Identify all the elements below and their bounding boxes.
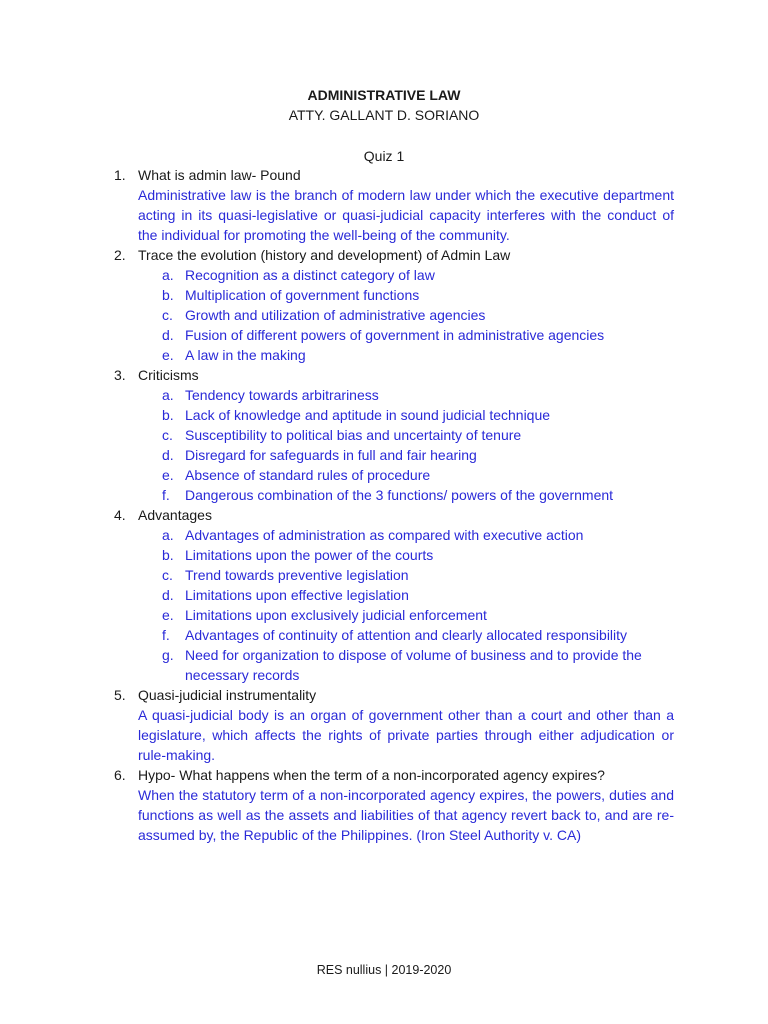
document-author: ATTY. GALLANT D. SORIANO (288, 107, 480, 123)
subitem-letter: e. (162, 347, 174, 363)
subitem-letter: a. (162, 267, 174, 283)
answer-subitem (162, 325, 674, 345)
subitem-text: Trend towards preventive legislation (185, 567, 409, 583)
question-item (114, 245, 674, 365)
answer-subitem (162, 525, 674, 545)
question-text: Hypo- What happens when the term of a non-incorporated agency expires? (138, 767, 605, 783)
answer-text: When the statutory term of a non-incorporated agency expires, the powers, duties and functions as well as the assets and liabilities of that agency revert back to, and are re-assumed by, the Republic of the Philippines. (Iron Steel Authority v. CA) (138, 787, 674, 843)
question-item (114, 365, 674, 505)
document-title: ADMINISTRATIVE LAW (307, 87, 461, 103)
subitem-letter: d. (162, 587, 174, 603)
question-item (114, 505, 674, 685)
subitem-text: Lack of knowledge and aptitude in sound judicial technique (185, 407, 551, 423)
answer-text: A quasi-judicial body is an organ of government other than a court and other than a legislature, which affects the rights of private parties through either adjudication or rule-making. (138, 707, 674, 763)
subitem-text: Advantages of administration as compared with executive action (185, 527, 584, 543)
question-item (114, 685, 674, 765)
answer-subitem (162, 565, 674, 585)
answer-subitem (162, 485, 674, 505)
subitem-letter: g. (162, 647, 174, 663)
subitem-text: Advantages of continuity of attention and clearly allocated responsibility (185, 627, 628, 643)
subitem-letter: a. (162, 527, 174, 543)
page-footer: RES nullius | 2019-2020 (316, 963, 452, 977)
subitem-text: Disregard for safeguards in full and fair hearing (185, 447, 477, 463)
subitem-text: Growth and utilization of administrative agencies (185, 307, 486, 323)
subitem-text: Tendency towards arbitrariness (185, 387, 379, 403)
subitem-letter: b. (162, 287, 174, 303)
question-number: 6. (114, 767, 126, 783)
answer-subitem (162, 285, 674, 305)
answer-text: Administrative law is the branch of modern law under which the executive department acting in its quasi-legislative or quasi-judicial capacity interferes with the conduct of the individual for promoting the well-being of the community. (138, 187, 674, 243)
quiz-heading: Quiz 1 (363, 148, 405, 164)
subitem-text: Limitations upon exclusively judicial enforcement (185, 607, 487, 623)
subitem-text: Absence of standard rules of procedure (185, 467, 431, 483)
answer-subitem (162, 465, 674, 485)
question-item (114, 765, 674, 845)
answer-sublist (138, 525, 674, 685)
question-text: Criticisms (138, 367, 199, 383)
answer-sublist (138, 385, 674, 505)
subitem-text: Recognition as a distinct category of law (185, 267, 435, 283)
subitem-letter: a. (162, 387, 174, 403)
question-list (114, 165, 674, 845)
subitem-letter: b. (162, 547, 174, 563)
subitem-letter: c. (162, 427, 173, 443)
question-text: Quasi-judicial instrumentality (138, 687, 317, 703)
answer-subitem (162, 585, 674, 605)
answer-subitem (162, 645, 674, 685)
quiz-content (114, 165, 674, 845)
answer-sublist (138, 265, 674, 365)
subitem-text: Limitations upon the power of the courts (185, 547, 434, 563)
question-number: 2. (114, 247, 126, 263)
subitem-text: Susceptibility to political bias and uncertainty of tenure (185, 427, 522, 443)
answer-subitem (162, 445, 674, 465)
subitem-text: Limitations upon effective legislation (185, 587, 409, 603)
subitem-text: Multiplication of government functions (185, 287, 420, 303)
question-text: Advantages (138, 507, 212, 523)
subitem-text: Need for organization to dispose of volume of business and to provide the necessary records (185, 647, 642, 683)
subitem-letter: e. (162, 607, 174, 623)
subitem-letter: c. (162, 307, 173, 323)
question-text: What is admin law- Pound (138, 167, 301, 183)
question-number: 4. (114, 507, 126, 523)
subitem-text: Dangerous combination of the 3 functions/ powers of the government (185, 487, 614, 503)
answer-subitem (162, 545, 674, 565)
subitem-letter: d. (162, 447, 174, 463)
answer-subitem (162, 605, 674, 625)
answer-subitem (162, 425, 674, 445)
answer-subitem (162, 625, 674, 645)
subitem-letter: d. (162, 327, 174, 343)
subitem-letter: e. (162, 467, 174, 483)
question-text: Trace the evolution (history and development) of Admin Law (138, 247, 511, 263)
subitem-letter: f. (162, 627, 170, 643)
question-number: 1. (114, 167, 126, 183)
question-number: 3. (114, 367, 126, 383)
subitem-text: A law in the making (185, 347, 306, 363)
subitem-letter: f. (162, 487, 170, 503)
subitem-text: Fusion of different powers of government in administrative agencies (185, 327, 605, 343)
subitem-letter: b. (162, 407, 174, 423)
question-item (114, 165, 674, 245)
answer-subitem (162, 305, 674, 325)
subitem-letter: c. (162, 567, 173, 583)
answer-subitem (162, 405, 674, 425)
answer-subitem (162, 385, 674, 405)
answer-subitem (162, 265, 674, 285)
question-number: 5. (114, 687, 126, 703)
answer-subitem (162, 345, 674, 365)
